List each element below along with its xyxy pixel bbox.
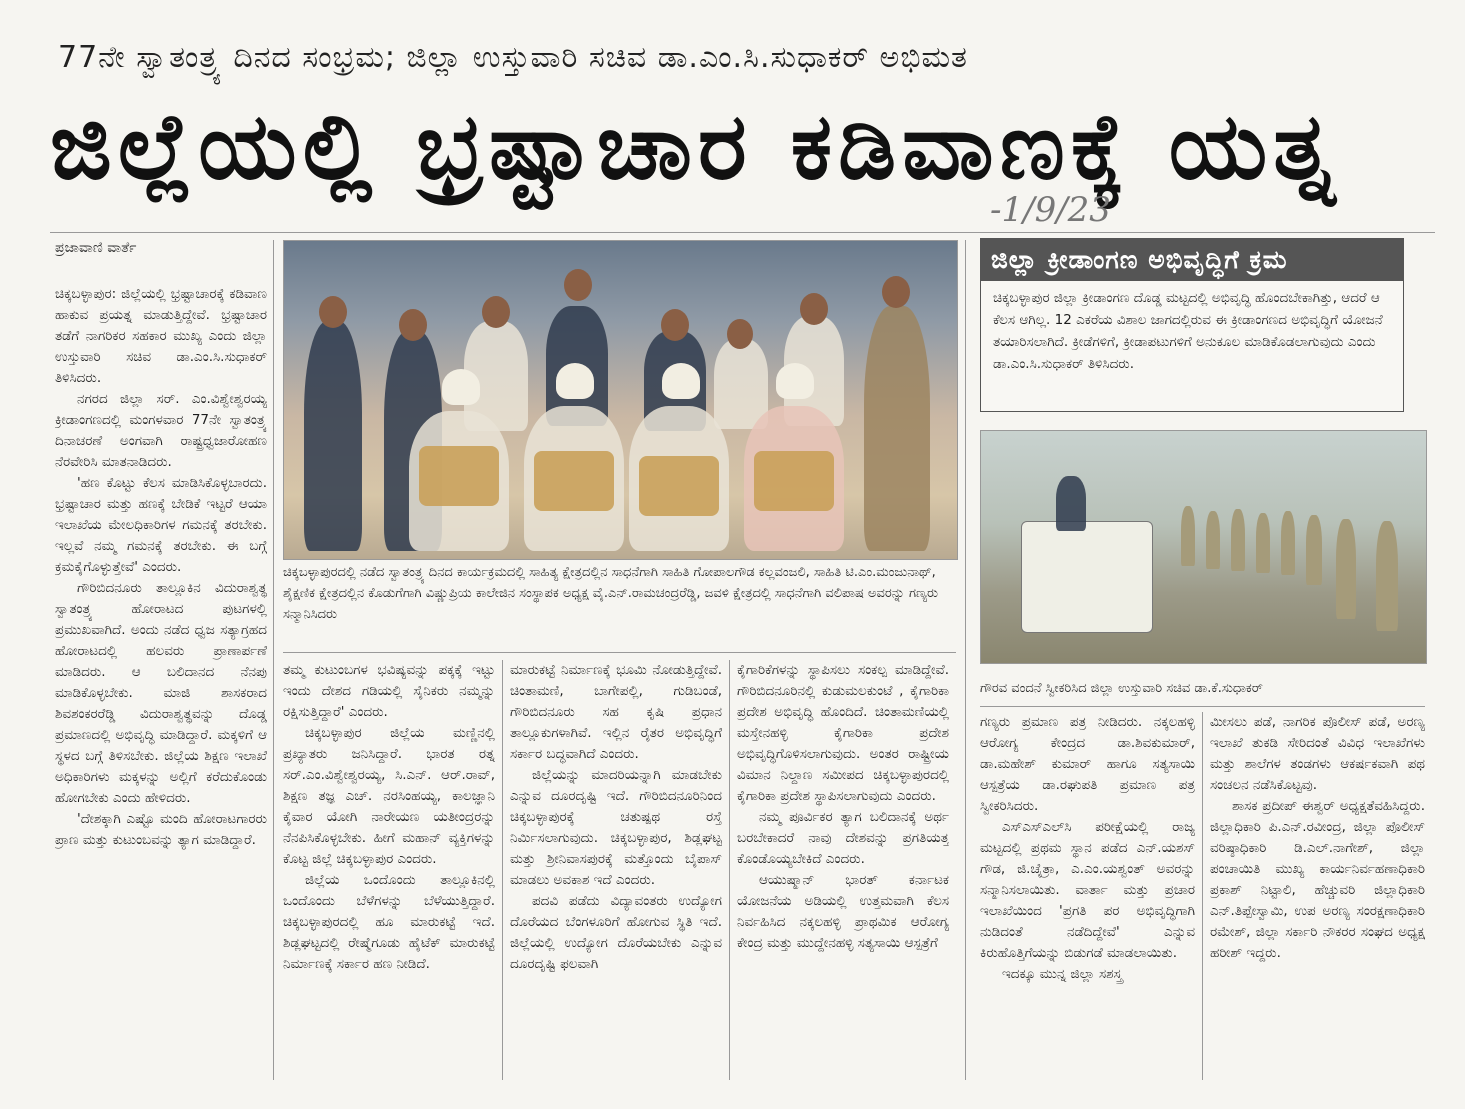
paragraph: ಕೈಗಾರಿಕೆಗಳನ್ನು ಸ್ಥಾಪಿಸಲು ಸಂಕಲ್ಪ ಮಾಡಿದ್ದೇವೆ. ಗೌರಿಬಿದನೂರಿನಲ್ಲಿ ಕುಡುಮಲಕುಂಟೆ , ಕೈಗಾರಿಕಾ ಪ್ರದೇಶ ಅಭಿವೃದ್ಧಿ ಹೊಂದಿದೆ. ಚಿಂತಾಮಣಿಯಲ್ಲಿ ಮಸ್ತೇನಹಳ್ಳಿ ಕೈಗಾರಿಕಾ ಪ್ರದೇಶ ಅಭಿವೃದ್ಧಿಗೊಳಿಸಲಾಗುವುದು. ಅಂತರ ರಾಷ್ಟ್ರೀಯ ವಿಮಾನ ನಿಲ್ದಾಣ ಸಮೀಪದ ಚಿಕ್ಕಬಳ್ಳಾಪುರದಲ್ಲಿ ಕೈಗಾರಿಕಾ ಪ್ರದೇಶ ಸ್ಥಾಪಿಸಲಾಗುವುದು ಎಂದರು. xyxy=(737,662,949,804)
paragraph: ಗೌರಿಬಿದನೂರು ತಾಲ್ಲೂಕಿನ ವಿದುರಾಶ್ವತ್ಥ ಸ್ವಾತಂತ್ರ್ಯ ಹೋರಾಟದ ಪುಟಗಳಲ್ಲಿ ಪ್ರಮುಖವಾಗಿದೆ. ಅಂದು ನಡೆದ ಧ್ವಜ ಸತ್ಯಾಗ್ರಹದ ಹೋರಾಟದಲ್ಲಿ ಹಲವರು ಪ್ರಾಣಾರ್ಪಣೆ ಮಾಡಿದರು. ಆ ಬಲಿದಾನದ ನೆನಪು ಮಾಡಿಕೊಳ್ಳಬೇಕು. ಮಾಜಿ ಶಾಸಕರಾದ ಶಿವಶಂಕರರೆಡ್ಡಿ ವಿದುರಾಶ್ವತ್ಥವನ್ನು ದೊಡ್ಡ ಪ್ರಮಾಣದಲ್ಲಿ ಅಭಿವೃದ್ಧಿ ಮಾಡಿದ್ದಾರೆ. ಮಕ್ಕಳಿಗೆ ಆ ಸ್ಥಳದ ಬಗ್ಗೆ ತಿಳಿಸಬೇಕು. ಜಿಲ್ಲೆಯ ಶಿಕ್ಷಣ ಇಲಾಖೆ ಅಧಿಕಾರಿಗಳು ಮಕ್ಕಳನ್ನು ಅಲ್ಲಿಗೆ ಕರೆದುಕೊಂಡು ಹೋಗಬೇಕು ಎಂದು ಹೇಳಿದರು. xyxy=(55,580,267,806)
marcher-figure xyxy=(1281,511,1295,575)
paragraph: ಆಯುಷ್ಮಾನ್ ಭಾರತ್ ಕರ್ನಾಟಕ ಯೋಜನೆಯ ಅಡಿಯಲ್ಲಿ ಉತ್ತಮವಾಗಿ ಕೆಲಸ ನಿರ್ವಹಿಸಿದ ನಕ್ಕಲಹಳ್ಳಿ ಪ್ರಾಥಮಿಕ ಆರೋಗ್ಯ ಕೇಂದ್ರ ಮತ್ತು ಮುದ್ದೇನಹಳ್ಳಿ ಸತ್ಯಸಾಯಿ ಆಸ್ಪತ್ರೆಗೆ xyxy=(737,872,949,951)
paragraph: ಇದಕ್ಕೂ ಮುನ್ನ ಜಿಲ್ಲಾ ಸಶಸ್ತ್ರ xyxy=(1002,966,1123,982)
main-photo xyxy=(283,240,958,560)
turban xyxy=(776,363,814,399)
column-divider xyxy=(729,660,730,1080)
article-column-5 xyxy=(980,712,1195,1084)
article-column-6 xyxy=(1210,712,1425,1084)
person-figure xyxy=(714,339,768,429)
photo-caption: ಚಿಕ್ಕಬಳ್ಳಾಪುರದಲ್ಲಿ ನಡೆದ ಸ್ವಾತಂತ್ರ್ಯ ದಿನದ ಕಾರ್ಯಕ್ರಮದಲ್ಲಿ ಸಾಹಿತ್ಯ ಕ್ಷೇತ್ರದಲ್ಲಿನ ಸಾಧನೆಗಾಗಿ ಸಾಹಿತಿ ಗೋಪಾಲಗೌಡ ಕಲ್ಲವಂಜಲಿ, ಸಾಹಿತಿ ಟಿ.ಎಂ.ಮಂಜುನಾಥ್, ಶೈಕ್ಷಣಿಕ ಕ್ಷೇತ್ರದಲ್ಲಿನ ಕೊಡುಗೆಗಾಗಿ ವಿಷ್ಣುಪ್ರಿಯ ಕಾಲೇಜಿನ ಸಂಸ್ಥಾಪಕ ಅಧ್ಯಕ್ಷ ವೈ.ಎನ್.ರಾಮಚಂದ್ರರೆಡ್ಡಿ, ಜವಳಿ ಕ್ಷೇತ್ರದಲ್ಲಿ ಸಾಧನೆಗಾಗಿ ವಲಿಪಾಷ ಅವರನ್ನು ಗಣ್ಯರು ಸನ್ಮಾನಿಸಿದರು xyxy=(283,565,939,622)
person-head xyxy=(482,296,510,328)
turban xyxy=(556,363,594,399)
marcher-figure xyxy=(1206,511,1220,569)
divider xyxy=(283,652,956,653)
paragraph: ಶಾಸಕ ಪ್ರದೀಪ್ ಈಶ್ವರ್ ಅಧ್ಯಕ್ಷತೆವಹಿಸಿದ್ದರು. ಜಿಲ್ಲಾಧಿಕಾರಿ ಪಿ.ಎನ್.ರವೀಂದ್ರ, ಜಿಲ್ಲಾ ಪೊಲೀಸ್ ವರಿಷ್ಠಾಧಿಕಾರಿ ಡಿ.ಎಲ್.ನಾಗೇಶ್, ಜಿಲ್ಲಾ ಪಂಚಾಯಿತಿ ಮುಖ್ಯ ಕಾರ್ಯನಿರ್ವಹಣಾಧಿಕಾರಿ ಪ್ರಕಾಶ್ ನಿಟ್ಟಾಲಿ, ಹೆಚ್ಚುವರಿ ಜಿಲ್ಲಾಧಿಕಾರಿ ಎನ್.ತಿಪ್ಪೇಸ್ವಾಮಿ, ಉಪ ಅರಣ್ಯ ಸಂರಕ್ಷಣಾಧಿಕಾರಿ ರಮೇಶ್, ಜಿಲ್ಲಾ ಸರ್ಕಾರಿ ನೌಕರರ ಸಂಘದ ಅಧ್ಯಕ್ಷ ಹರೀಶ್ ಇದ್ದರು. xyxy=(1210,798,1425,961)
memento-gift xyxy=(754,451,834,511)
paragraph: ಪದವಿ ಪಡೆದು ವಿದ್ಯಾವಂತರು ಉದ್ಯೋಗ ದೊರೆಯದ ಬೆಂಗಳೂರಿಗೆ ಹೋಗುವ ಸ್ಥಿತಿ ಇದೆ. ಜಿಲ್ಲೆಯಲ್ಲಿ ಉದ್ಯೋಗ ದೊರೆಯಬೇಕು ಎನ್ನುವ ದೂರದೃಷ್ಟಿ ಫಲವಾಗಿ xyxy=(510,893,722,972)
police-officer-figure xyxy=(864,306,930,551)
sidebox xyxy=(980,238,1404,412)
column-divider xyxy=(502,660,503,1080)
column-divider xyxy=(965,240,966,1080)
paragraph: ಗಣ್ಯರು ಪ್ರಮಾಣ ಪತ್ರ ನೀಡಿದರು. ನಕ್ಕಲಹಳ್ಳಿ ಆರೋಗ್ಯ ಕೇಂದ್ರದ ಡಾ.ಶಿವಕುಮಾರ್, ಡಾ.ಮಹೇಶ್ ಕುಮಾರ್ ಹಾಗೂ ಸತ್ಯಸಾಯಿ ಆಸ್ಪತ್ರೆಯ ಡಾ.ರಘುಪತಿ ಪ್ರಮಾಣ ಪತ್ರ ಸ್ವೀಕರಿಸಿದರು. xyxy=(980,714,1195,814)
paragraph: ಮೀಸಲು ಪಡೆ, ನಾಗರಿಕ ಪೊಲೀಸ್ ಪಡೆ, ಅರಣ್ಯ ಇಲಾಖೆ ತುಕಡಿ ಸೇರಿದಂತೆ ವಿವಿಧ ಇಲಾಖೆಗಳು ಮತ್ತು ಶಾಲೆಗಳ ತಂಡಗಳು ಆಕರ್ಷಕವಾಗಿ ಪಥ ಸಂಚಲನ ನಡೆಸಿಕೊಟ್ಟವು. xyxy=(1210,714,1425,793)
turban xyxy=(442,369,480,405)
person-head xyxy=(800,293,828,325)
paragraph: ಜಿಲ್ಲೆಯನ್ನು ಮಾದರಿಯನ್ನಾಗಿ ಮಾಡಬೇಕು ಎನ್ನುವ ದೂರದೃಷ್ಟಿ ಇದೆ. ಗೌರಿಬಿದನೂರಿನಿಂದ ಚಿಕ್ಕಬಳ್ಳಾಪುರಕ್ಕೆ ಚತುಷ್ಪಥ ರಸ್ತೆ ನಿರ್ಮಿಸಲಾಗುವುದು. ಚಿಕ್ಕಬಳ್ಳಾಪುರ, ಶಿಡ್ಲಘಟ್ಟ ಮತ್ತು ಶ್ರೀನಿವಾಸಪುರಕ್ಕೆ ಮತ್ತೊಂದು ಬೈಪಾಸ್ ಮಾಡಲು ಅವಕಾಶ ಇದೆ ಎಂದರು. xyxy=(510,767,722,888)
parade-photo-caption: ಗೌರವ ವಂದನೆ ಸ್ವೀಕರಿಸಿದ ಜಿಲ್ಲಾ ಉಸ್ತುವಾರಿ ಸಚಿವ ಡಾ.ಕೆ.ಸುಧಾಕರ್ xyxy=(980,681,1263,696)
article-column-2 xyxy=(283,660,495,1084)
byline: ಪ್ರಜಾವಾಣಿ ವಾರ್ತೆ xyxy=(55,240,137,256)
person-head xyxy=(564,269,592,301)
person-head xyxy=(882,276,910,308)
jeep-vehicle xyxy=(1021,521,1153,633)
minister-figure xyxy=(1056,476,1086,531)
article-column-4 xyxy=(737,660,949,1084)
memento-gift xyxy=(534,451,614,511)
person-head xyxy=(399,309,427,341)
turban xyxy=(662,363,700,399)
sidebox-title: ಜಿಲ್ಲಾ ಕ್ರೀಡಾಂಗಣ ಅಭಿವೃದ್ಧಿಗೆ ಕ್ರಮ xyxy=(981,239,1403,281)
divider xyxy=(980,706,1425,707)
person-figure xyxy=(304,321,362,551)
column-divider xyxy=(1202,712,1203,1080)
paragraph: ಜಿಲ್ಲೆಯ ಒಂದೊಂದು ತಾಲ್ಲೂಕಿನಲ್ಲಿ ಒಂದೊಂದು ಬೆಳೆಗಳನ್ನು ಬೆಳೆಯುತ್ತಿದ್ದಾರೆ. ಚಿಕ್ಕಬಳ್ಳಾಪುರದಲ್ಲಿ ಹೂ ಮಾರುಕಟ್ಟೆ ಇದೆ. ಶಿಡ್ಲಘಟ್ಟದಲ್ಲಿ ರೇಷ್ಮೆಗೂಡು ಹೈಟೆಕ್ ಮಾರುಕಟ್ಟೆ ನಿರ್ಮಾಣಕ್ಕೆ ಸರ್ಕಾರ ಹಣ ನೀಡಿದೆ. xyxy=(283,872,495,972)
paragraph: ಎಸ್ಎಸ್ಎಲ್‌ಸಿ ಪರೀಕ್ಷೆಯಲ್ಲಿ ರಾಜ್ಯ ಮಟ್ಟದಲ್ಲಿ ಪ್ರಥಮ ಸ್ಥಾನ ಪಡೆದ ಎನ್.ಯಶಸ್ ಗೌಡ, ಜಿ.ಚೈತ್ರಾ, ಎ.ಎಂ.ಯಶ್ವಂತ್ ಅವರನ್ನು ಸನ್ಮಾನಿಸಲಾಯಿತು. ವಾರ್ತಾ ಮತ್ತು ಪ್ರಚಾರ ಇಲಾಖೆಯಿಂದ 'ಪ್ರಗತಿ ಪರ ಅಭಿವೃದ್ಧಿಗಾಗಿ ನುಡಿದಂತೆ ನಡೆದಿದ್ದೇವೆ' ಎನ್ನುವ ಕಿರುಹೊತ್ತಿಗೆಯನ್ನು ಬಿಡುಗಡೆ ಮಾಡಲಾಯಿತು. xyxy=(980,819,1195,961)
marcher-figure xyxy=(1336,519,1356,619)
marcher-figure xyxy=(1306,515,1322,585)
paragraph: ನಗರದ ಜಿಲ್ಲಾ ಸರ್. ಎಂ.ವಿಶ್ವೇಶ್ವರಯ್ಯ ಕ್ರೀಡಾಂಗಣದಲ್ಲಿ ಮಂಗಳವಾರ 77ನೇ ಸ್ವಾತಂತ್ರ್ಯ ದಿನಾಚರಣೆ ಅಂಗವಾಗಿ ರಾಷ್ಟ್ರಧ್ವಜಾರೋಹಣ ನೆರವೇರಿಸಿ ಮಾತನಾಡಿದರು. xyxy=(55,391,267,470)
paragraph: ಚಿಕ್ಕಬಳ್ಳಾಪುರ ಜಿಲ್ಲೆಯ ಮಣ್ಣಿನಲ್ಲಿ ಪ್ರಖ್ಯಾತರು ಜನಿಸಿದ್ದಾರೆ. ಭಾರತ ರತ್ನ ಸರ್.ಎಂ.ವಿಶ್ವೇಶ್ವರಯ್ಯ, ಸಿ.ಎನ್. ಆರ್.ರಾವ್, ಶಿಕ್ಷಣ ತಜ್ಞ ಎಚ್. ನರಸಿಂಹಯ್ಯ, ಕಾಲಜ್ಞಾನಿ ಕೈವಾರ ಯೋಗಿ ನಾರೇಯಣ ಯತೀಂದ್ರರನ್ನು ನೆನಪಿಸಿಕೊಳ್ಳಬೇಕು. ಹೀಗೆ ಮಹಾನ್ ವ್ಯಕ್ತಿಗಳನ್ನು ಕೊಟ್ಟ ಜಿಲ್ಲೆ ಚಿಕ್ಕಬಳ್ಳಾಪುರ ಎಂದರು. xyxy=(283,725,495,867)
paragraph: 'ಹಣ ಕೊಟ್ಟು ಕೆಲಸ ಮಾಡಿಸಿಕೊಳ್ಳಬಾರದು. ಭ್ರಷ್ಟಾಚಾರ ಮತ್ತು ಹಣಕ್ಕೆ ಬೇಡಿಕೆ ಇಟ್ಟರೆ ಆಯಾ ಇಲಾಖೆಯ ಮೇಲಧಿಕಾರಿಗಳ ಗಮನಕ್ಕೆ ತರಬೇಕು. ಇಲ್ಲವೆ ನಮ್ಮ ಗಮನಕ್ಕೆ ತರಬೇಕು. ಈ ಬಗ್ಗೆ ಕ್ರಮಕೈಗೊಳ್ಳುತ್ತೇವೆ' ಎಂದರು. xyxy=(55,475,267,575)
paragraph: ನಮ್ಮ ಪೂರ್ವಿಕರ ತ್ಯಾಗ ಬಲಿದಾನಕ್ಕೆ ಅರ್ಥ ಬರಬೇಕಾದರೆ ನಾವು ದೇಶವನ್ನು ಪ್ರಗತಿಯತ್ತ ಕೊಂಡೊಯ್ಯಬೇಕಿದೆ ಎಂದರು. xyxy=(737,809,949,867)
marcher-figure xyxy=(1181,506,1195,566)
column-divider xyxy=(273,240,274,1080)
kicker: 77ನೇ ಸ್ವಾತಂತ್ರ್ಯ ದಿನದ ಸಂಭ್ರಮ; ಜಿಲ್ಲಾ ಉಸ್ತುವಾರಿ ಸಚಿವ ಡಾ.ಎಂ.ಸಿ.ಸುಧಾಕರ್ ಅಭಿಮತ xyxy=(58,40,968,75)
marcher-figure xyxy=(1256,513,1270,573)
article-column-3 xyxy=(510,660,722,1084)
memento-gift xyxy=(419,446,499,506)
marcher-figure xyxy=(1376,521,1398,631)
person-head xyxy=(319,296,347,328)
headline: ಜಿಲ್ಲೆಯಲ್ಲಿ ಭ್ರಷ್ಟಾಚಾರ ಕಡಿವಾಣಕ್ಕೆ ಯತ್ನ xyxy=(50,93,1341,200)
person-head xyxy=(661,309,689,341)
paragraph: 'ದೇಶಕ್ಕಾಗಿ ಎಷ್ಟೊ ಮಂದಿ ಹೋರಾಟಗಾರರು ಪ್ರಾಣ ಮತ್ತು ಕುಟುಂಬವನ್ನು ತ್ಯಾಗ ಮಾಡಿದ್ದಾರೆ. xyxy=(55,811,267,848)
paragraph: ತಮ್ಮ ಕುಟುಂಬಗಳ ಭವಿಷ್ಯವನ್ನು ಪಕ್ಕಕ್ಕೆ ಇಟ್ಟು ಇಂದು ದೇಶದ ಗಡಿಯಲ್ಲಿ ಸೈನಿಕರು ನಮ್ಮನ್ನು ರಕ್ಷಿಸುತ್ತಿದ್ದಾರೆ' ಎಂದರು. xyxy=(283,662,495,720)
memento-gift xyxy=(639,456,719,516)
divider xyxy=(50,232,1435,233)
person-head xyxy=(727,319,753,349)
parade-photo xyxy=(980,430,1427,664)
article-column-1 xyxy=(55,284,267,1084)
marcher-figure xyxy=(1231,509,1245,571)
paragraph: ಚಿಕ್ಕಬಳ್ಳಾಪುರ: ಜಿಲ್ಲೆಯಲ್ಲಿ ಭ್ರಷ್ಟಾಚಾರಕ್ಕೆ ಕಡಿವಾಣ ಹಾಕುವ ಪ್ರಯತ್ನ ಮಾಡುತ್ತಿದ್ದೇವೆ. ಭ್ರಷ್ಟಾಚಾರ ತಡೆಗೆ ನಾಗರಿಕರ ಸಹಕಾರ ಮುಖ್ಯ ಎಂದು ಜಿಲ್ಲಾ ಉಸ್ತುವಾರಿ ಸಚಿವ ಡಾ.ಎಂ.ಸಿ.ಸುಧಾಕರ್ ತಿಳಿಸಿದರು. xyxy=(55,286,267,386)
paragraph: ಮಾರುಕಟ್ಟೆ ನಿರ್ಮಾಣಕ್ಕೆ ಭೂಮಿ ನೋಡುತ್ತಿದ್ದೇವೆ. ಚಿಂತಾಮಣಿ, ಬಾಗೇಪಲ್ಲಿ, ಗುಡಿಬಂಡೆ, ಗೌರಿಬಿದನೂರು ಸಹ ಕೃಷಿ ಪ್ರಧಾನ ತಾಲ್ಲೂಕುಗಳಾಗಿವೆ. ಇಲ್ಲಿನ ರೈತರ ಅಭಿವೃದ್ಧಿಗೆ ಸರ್ಕಾರ ಬದ್ಧವಾಗಿದೆ ಎಂದರು. xyxy=(510,662,722,762)
sidebox-text: ಚಿಕ್ಕಬಳ್ಳಾಪುರ ಜಿಲ್ಲಾ ಕ್ರೀಡಾಂಗಣ ದೊಡ್ಡ ಮಟ್ಟದಲ್ಲಿ ಅಭಿವೃದ್ಧಿ ಹೊಂದಬೇಕಾಗಿತ್ತು, ಆದರೆ ಆ ಕೆಲಸ ಆಗಿಲ್ಲ. 12 ಎಕರೆಯ ವಿಶಾಲ ಜಾಗದಲ್ಲಿರುವ ಈ ಕ್ರೀಡಾಂಗಣದ ಅಭಿವೃದ್ಧಿಗೆ ಯೋಜನೆ ತಯಾರಿಸಲಾಗಿದೆ. ಕ್ರೀಡೆಗಳಿಗೆ, ಕ್ರೀಡಾಪಟುಗಳಿಗೆ ಅನುಕೂಲ ಮಾಡಿಕೊಡಲಾಗುವುದು ಎಂದು ಡಾ.ಎಂ.ಸಿ.ಸುಧಾಕರ್ ತಿಳಿಸಿದರು. xyxy=(993,290,1383,372)
date-stamp: -1/9/23 xyxy=(990,190,1111,230)
